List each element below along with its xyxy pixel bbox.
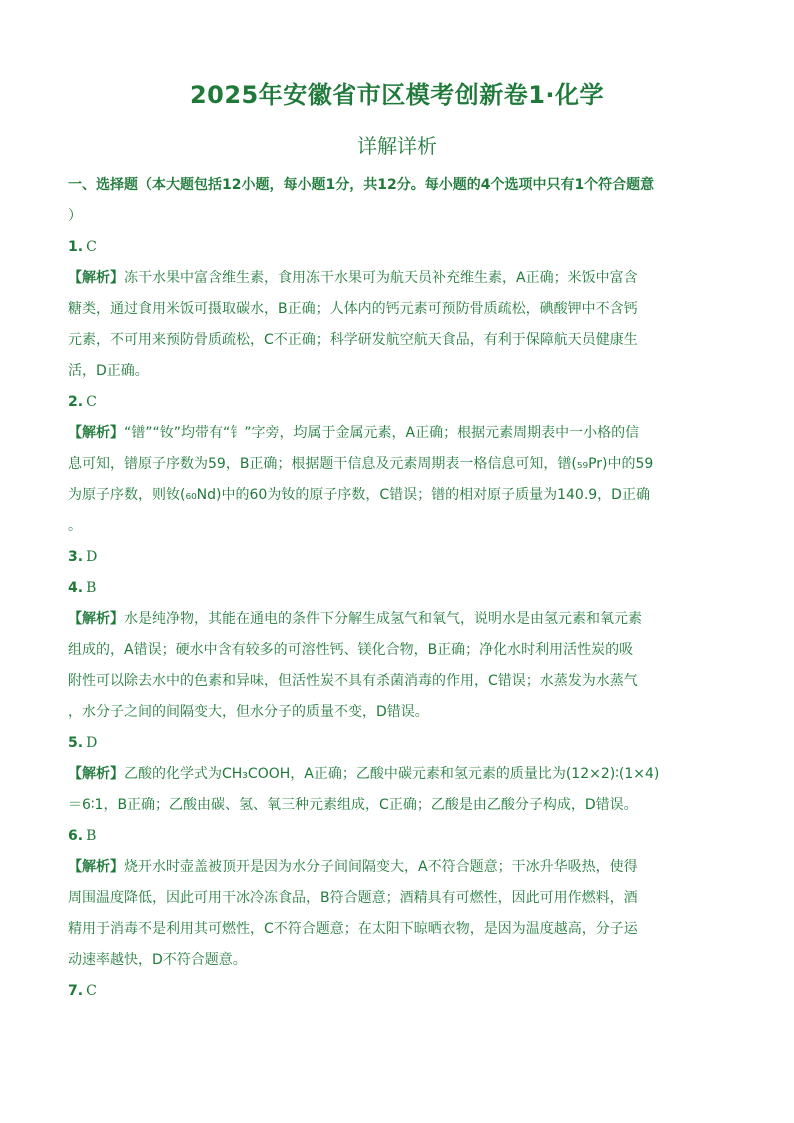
question-number — [68, 573, 726, 604]
analysis-line: 活，D正确。 — [68, 363, 149, 379]
analysis-line: 附性可以除去水中的色素和异味，但活性炭不具有杀菌消毒的作用，C错误；水蒸发为水蒸气 — [68, 673, 638, 689]
analysis-line: 息可知，镨原子序数为59，B正确；根据题干信息及元素周期表一格信息可知，镨(₅₉Pr)中的59 — [68, 456, 654, 472]
analysis-line: 动速率越快，D不符合题意。 — [68, 952, 247, 968]
question-index: 6. — [68, 828, 84, 844]
analysis-line: ＝6∶1，B正确；乙酸由碳、氢、氧三种元素组成，C正确；乙酸是由乙酸分子构成，D错误。 — [68, 797, 638, 813]
question-answer: D — [86, 735, 98, 751]
analysis-paragraph — [68, 759, 726, 821]
question-answer: C — [86, 239, 97, 255]
question-index: 5. — [68, 735, 84, 751]
question-number — [68, 387, 726, 418]
question-index: 3. — [68, 549, 84, 565]
analysis-line: 。 — [68, 518, 82, 534]
page-subtitle: 详解详析 — [357, 134, 437, 158]
question-number — [68, 976, 726, 1007]
question-list — [68, 232, 726, 1007]
analysis-tag: 【解析】 — [68, 425, 124, 441]
analysis-line: 冻干水果中富含维生素，食用冻干水果可为航天员补充维生素，A正确；米饭中富含 — [124, 270, 638, 286]
question-index: 2. — [68, 394, 84, 410]
question-index: 7. — [68, 983, 84, 999]
question-index: 1. — [68, 239, 84, 255]
question-number — [68, 821, 726, 852]
analysis-tag: 【解析】 — [68, 270, 124, 286]
analysis-line: ，水分子之间的间隔变大，但水分子的质量不变，D错误。 — [68, 704, 429, 720]
question-number — [68, 728, 726, 759]
analysis-line: “镨”“钕”均带有“钅”字旁，均属于金属元素，A正确；根据元素周期表中一小格的信 — [124, 425, 640, 441]
analysis-line: 水是纯净物，其能在通电的条件下分解生成氢气和氧气，说明水是由氢元素和氧元素 — [124, 611, 642, 627]
analysis-line: 组成的，A错误；硬水中含有较多的可溶性钙、镁化合物，B正确；净化水时利用活性炭的吸 — [68, 642, 634, 658]
question-answer: D — [86, 549, 98, 565]
question-index: 4. — [68, 580, 84, 596]
section-heading-text: 一、选择题（本大题包括12小题，每小题1分，共12分。每小题的4个选项中只有1个符合题意 — [68, 177, 655, 193]
analysis-tag: 【解析】 — [68, 766, 124, 782]
analysis-paragraph — [68, 852, 726, 976]
analysis-line: 元素，不可用来预防骨质疏松，C不正确；科学研发航空航天食品，有利于保障航天员健康生 — [68, 332, 638, 348]
analysis-line: 为原子序数，则钕(₆₀Nd)中的60为钕的原子序数，C错误；镨的相对原子质量为140.9，D正确 — [68, 487, 650, 503]
page-title: 2025年安徽省市区模考创新卷1·化学 — [189, 81, 605, 109]
question-answer: C — [86, 983, 97, 999]
analysis-paragraph — [68, 604, 726, 728]
question-answer: C — [86, 394, 97, 410]
analysis-line: 糖类，通过食用米饭可摄取碳水，B正确；人体内的钙元素可预防骨质疏松，碘酸钾中不含钙 — [68, 301, 638, 317]
analysis-line: 周围温度降低，因此可用干冰冷冻食品，B符合题意；酒精具有可燃性，因此可用作燃料，酒 — [68, 890, 638, 906]
analysis-line: 乙酸的化学式为CH₃COOH，A正确；乙酸中碳元素和氢元素的质量比为(12×2)∶(1×4) — [124, 766, 660, 782]
analysis-line: 精用于消毒不是利用其可燃性，C不符合题意；在太阳下晾晒衣物，是因为温度越高，分子运 — [68, 921, 638, 937]
analysis-paragraph — [68, 418, 726, 542]
question-answer: B — [86, 580, 97, 596]
question-number — [68, 232, 726, 263]
section-heading-close: ） — [68, 208, 82, 224]
question-answer: B — [86, 828, 97, 844]
question-number — [68, 542, 726, 573]
analysis-tag: 【解析】 — [68, 859, 124, 875]
analysis-tag: 【解析】 — [68, 611, 124, 627]
analysis-paragraph — [68, 263, 726, 387]
section-heading — [68, 170, 726, 232]
analysis-line: 烧开水时壶盖被顶开是因为水分子间间隔变大，A不符合题意；干冰升华吸热，使得 — [124, 859, 638, 875]
